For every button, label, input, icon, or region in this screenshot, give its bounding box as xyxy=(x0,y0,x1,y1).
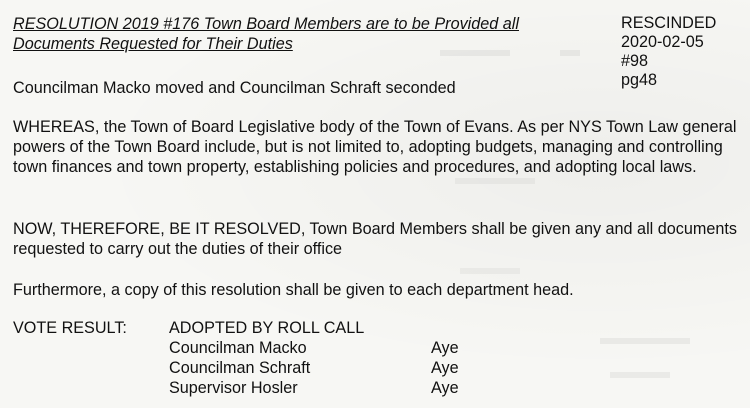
vote-value: Aye xyxy=(431,359,459,377)
rescinded-page: pg48 xyxy=(621,71,658,89)
vote-result-block xyxy=(169,318,459,398)
whereas-paragraph: WHEREAS, the Town of Board Legislative body of the Town of Evans. As per NYS Town Law general powers of the Town Board include, but is not limited to, adopting budgets, managing and controlling town finances and town property, establishing policies and procedures, and adopting local laws. xyxy=(13,118,737,176)
vote-member: Councilman Schraft xyxy=(169,359,311,377)
vote-row xyxy=(169,378,459,398)
vote-row xyxy=(169,358,459,378)
rescinded-label: RESCINDED xyxy=(621,14,717,32)
resolution-title-line-1: RESOLUTION 2019 #176 Town Board Members are to be Provided all xyxy=(13,15,519,33)
resolved-paragraph: NOW, THEREFORE, BE IT RESOLVED, Town Board Members shall be given any and all documents requested to carry out the duties of their office xyxy=(13,220,737,258)
resolution-title xyxy=(13,14,573,54)
rescinded-note xyxy=(621,14,716,90)
resolution-title-line-2: Documents Requested for Their Duties xyxy=(13,35,293,53)
vote-value: Aye xyxy=(431,339,459,357)
rescinded-number: #98 xyxy=(621,52,649,70)
vote-result-label: VOTE RESULT: xyxy=(13,319,127,337)
vote-member: Supervisor Hosler xyxy=(169,379,298,397)
rescinded-date: 2020-02-05 xyxy=(621,33,704,51)
vote-member: Councilman Macko xyxy=(169,339,307,357)
furthermore-text: Furthermore, a copy of this resolution shall be given to each department head. xyxy=(13,281,574,299)
vote-result-outcome: ADOPTED BY ROLL CALL xyxy=(169,319,365,337)
vote-row xyxy=(169,338,459,358)
motion-text: Councilman Macko moved and Councilman Schraft seconded xyxy=(13,79,456,97)
vote-value: Aye xyxy=(431,379,459,397)
